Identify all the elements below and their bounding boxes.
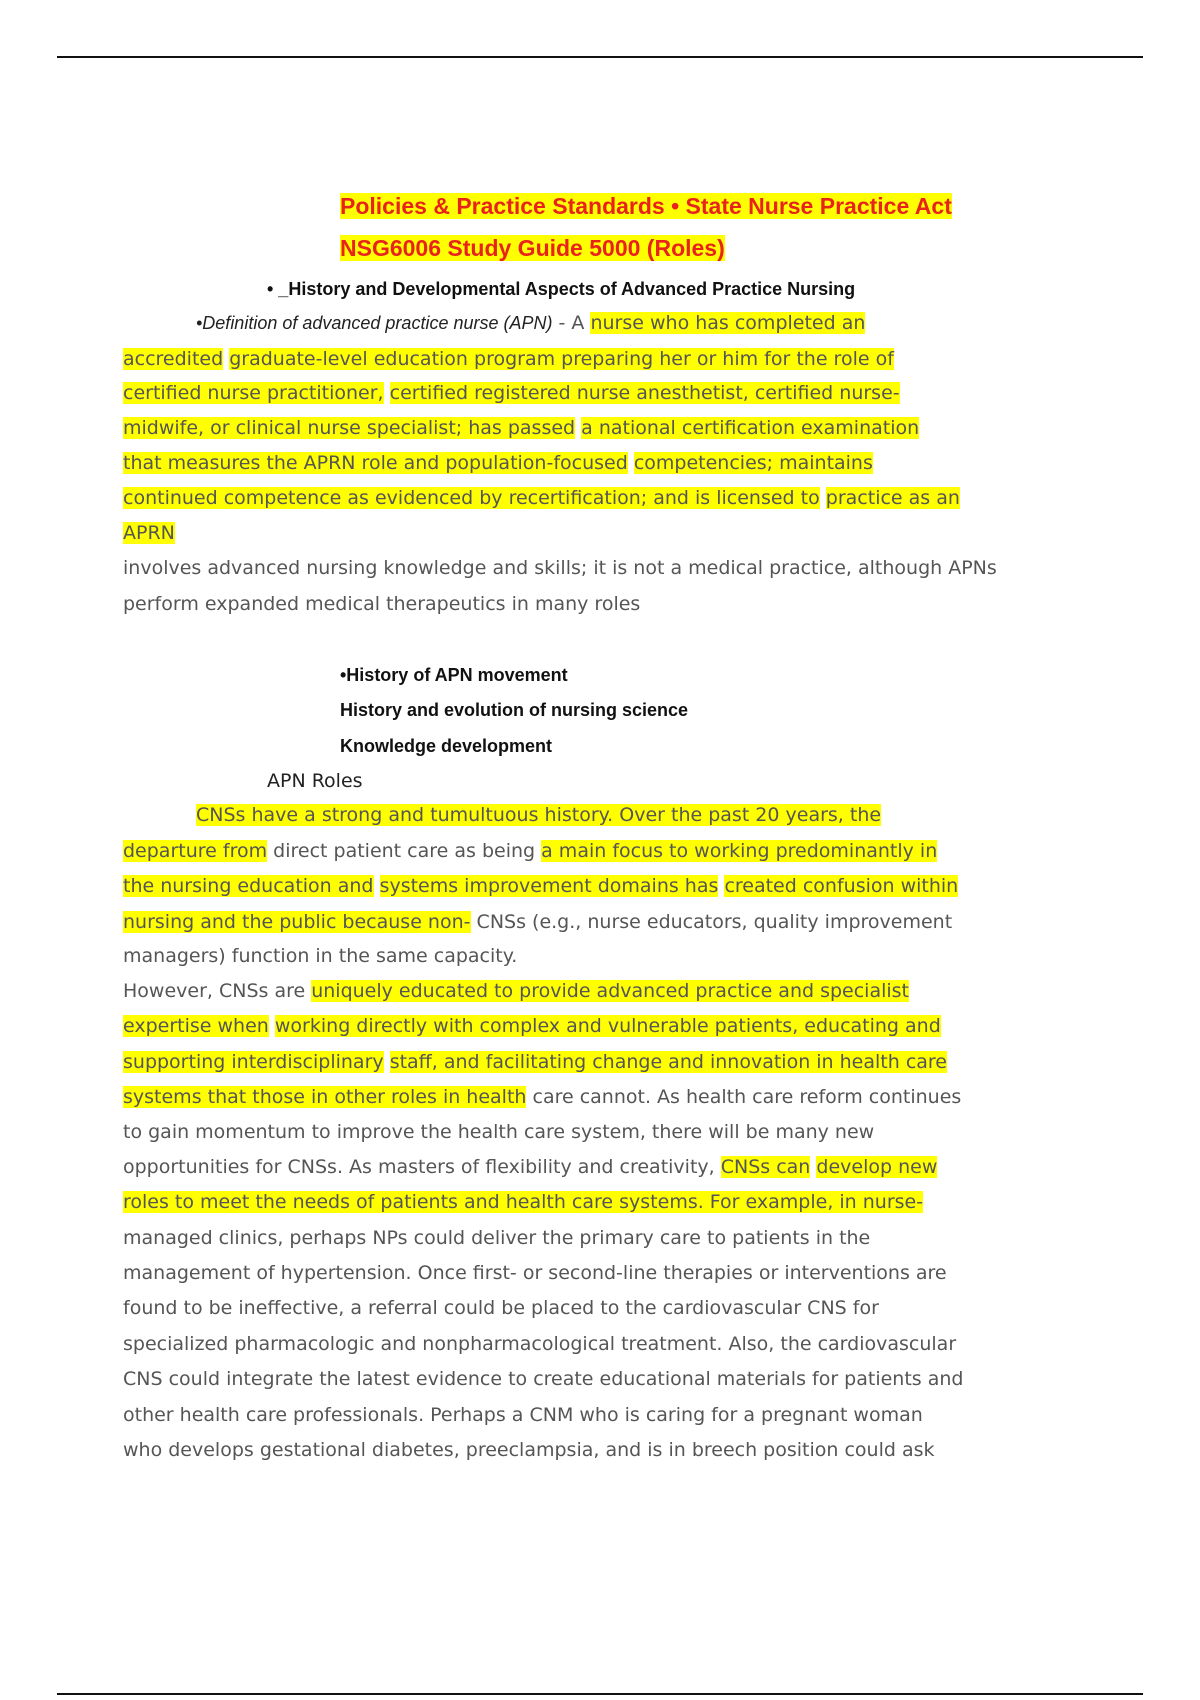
text-line	[123, 521, 175, 545]
highlighted-text: graduate-level education program preparing her or him for the role of	[229, 348, 894, 370]
text-line	[123, 347, 894, 371]
highlighted-text: created confusion within	[724, 875, 959, 897]
highlighted-text: a national certification examination	[581, 417, 920, 439]
highlighted-text: APRN	[123, 522, 175, 544]
highlighted-text: certified registered nurse anesthetist, certified nurse-	[389, 382, 900, 404]
text-span: perform expanded medical therapeutics in many roles	[123, 593, 641, 615]
text-line	[123, 910, 952, 934]
highlighted-text: expertise when	[123, 1015, 269, 1037]
text-line	[123, 1226, 870, 1250]
highlighted-text: develop new	[816, 1156, 938, 1178]
document-subtitle: NSG6006 Study Guide 5000 (Roles)	[340, 235, 725, 261]
text-line	[123, 1120, 874, 1144]
text-line	[123, 1296, 879, 1320]
highlighted-text: continued competence as evidenced by recertification; and is licensed to	[123, 487, 820, 509]
text-line	[123, 1190, 923, 1214]
text-span	[628, 452, 634, 474]
text-line	[123, 1332, 956, 1356]
top-rule	[57, 56, 1143, 58]
section-heading: • _History and Developmental Aspects of Advanced Practice Nursing	[267, 279, 856, 299]
text-span: CNS could integrate the latest evidence to create educational materials for patients and	[123, 1368, 964, 1390]
text-line	[123, 451, 873, 475]
evolution-heading: History and evolution of nursing science	[340, 700, 689, 720]
text-span: care cannot. As health care reform continues	[526, 1086, 962, 1108]
text-span: managed clinics, perhaps NPs could deliver the primary care to patients in the	[123, 1227, 871, 1249]
history-heading: •History of APN movement	[340, 665, 568, 685]
text-line	[123, 1438, 935, 1462]
text-span: specialized pharmacologic and nonpharmacological treatment. Also, the cardiovascular	[123, 1333, 957, 1355]
definition-term: •Definition of advanced practice nurse (APN)	[196, 313, 553, 333]
text-line	[123, 1085, 961, 1109]
text-span: However, CNSs are	[123, 980, 312, 1002]
text-span: - A	[552, 312, 591, 334]
highlighted-text: departure from	[123, 840, 268, 862]
highlighted-text: practice as an	[825, 487, 960, 509]
text-span: found to be ineffective, a referral could be placed to the cardiovascular CNS for	[123, 1297, 879, 1319]
text-span: to gain momentum to improve the health care system, there will be many new	[123, 1121, 875, 1143]
text-line	[123, 486, 960, 510]
text-line	[123, 1155, 937, 1179]
text-line	[123, 839, 937, 863]
highlighted-text: nursing and the public because non-	[123, 911, 471, 933]
text-line	[123, 944, 517, 968]
text-span: who develops gestational diabetes, preeclampsia, and is in breech position could ask	[123, 1439, 935, 1461]
text-line	[196, 311, 865, 335]
text-line	[123, 979, 909, 1003]
highlighted-text: the nursing education and	[123, 875, 374, 897]
highlighted-text: staff, and facilitating change and innovation in health care	[389, 1051, 947, 1073]
highlighted-text: uniquely educated to provide advanced practice and specialist	[311, 980, 910, 1002]
text-span: involves advanced nursing knowledge and skills; it is not a medical practice, although APNs	[123, 557, 997, 579]
text-span	[820, 487, 826, 509]
text-line	[123, 1014, 941, 1038]
text-line	[123, 416, 919, 440]
text-line	[123, 1261, 947, 1285]
highlighted-text: systems improvement domains has	[379, 875, 719, 897]
highlighted-text: systems that those in other roles in health	[123, 1086, 527, 1108]
bottom-rule	[57, 1693, 1143, 1695]
highlighted-text: certified nurse practitioner,	[123, 382, 384, 404]
text-span: CNSs (e.g., nurse educators, quality improvement	[470, 911, 953, 933]
text-span	[269, 1015, 275, 1037]
highlighted-text: working directly with complex and vulnerable patients, educating and	[274, 1015, 941, 1037]
roles-heading: APN Roles	[267, 770, 363, 792]
text-span: direct patient care as being	[267, 840, 542, 862]
text-span	[384, 1051, 390, 1073]
text-line	[123, 1050, 947, 1074]
text-span: managers) function in the same capacity.	[123, 945, 518, 967]
highlighted-text: supporting interdisciplinary	[123, 1051, 384, 1073]
highlighted-text: roles to meet the needs of patients and health care systems. For example, in nurse-	[123, 1191, 924, 1213]
text-line	[123, 1367, 963, 1391]
text-line	[123, 556, 997, 580]
knowledge-heading: Knowledge development	[340, 736, 553, 756]
document-title: Policies & Practice Standards • State Nurse Practice Act	[340, 193, 952, 219]
text-span: opportunities for CNSs. As masters of flexibility and creativity,	[123, 1156, 721, 1178]
highlighted-text: that measures the APRN role and population-focused	[123, 452, 628, 474]
highlighted-text: accredited	[123, 348, 224, 370]
text-line	[123, 381, 900, 405]
text-line	[123, 874, 958, 898]
text-span	[374, 875, 380, 897]
highlighted-text: a main focus to working predominantly in	[541, 840, 938, 862]
text-line	[196, 803, 881, 827]
highlighted-text: competencies; maintains	[633, 452, 873, 474]
text-span: other health care professionals. Perhaps a CNM who is caring for a pregnant woman	[123, 1404, 923, 1426]
text-line	[123, 592, 640, 616]
highlighted-text: CNSs have a strong and tumultuous history. Over the past 20 years, the	[196, 804, 882, 826]
text-span: management of hypertension. Once first- or second-line therapies or interventions are	[123, 1262, 947, 1284]
highlighted-text: midwife, or clinical nurse specialist; has passed	[123, 417, 576, 439]
highlighted-text: CNSs can	[720, 1156, 811, 1178]
highlighted-text: nurse who has completed an	[590, 312, 866, 334]
text-line	[123, 1403, 923, 1427]
text-span	[384, 382, 390, 404]
